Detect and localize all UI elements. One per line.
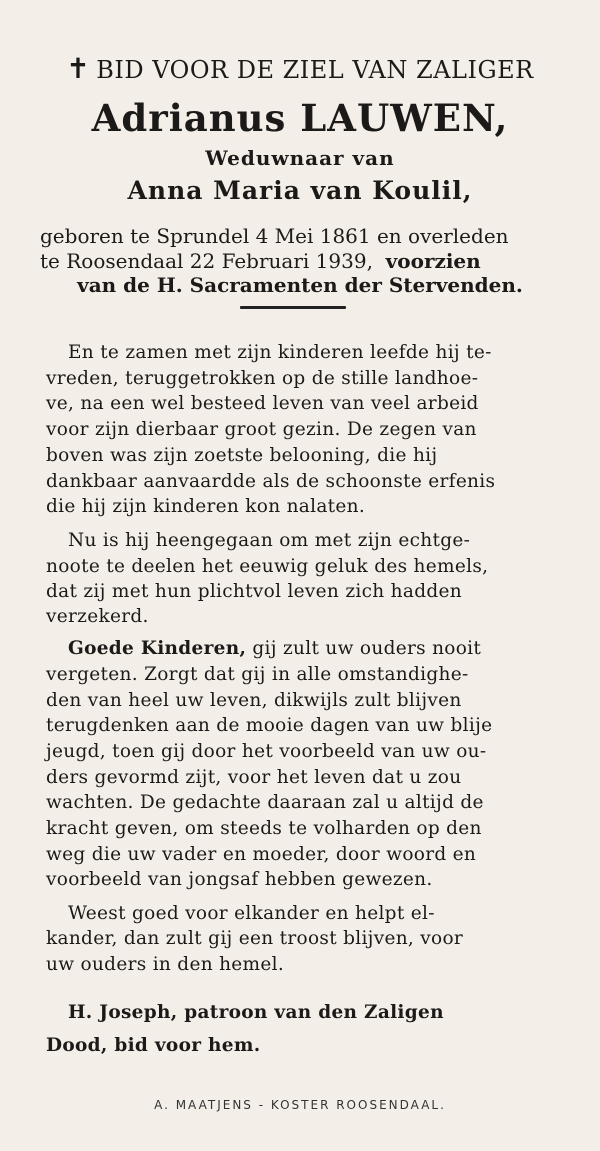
body-line: voor zijn dierbaar groot gezin. De zegen van [46,419,477,440]
body-line: ve, na een wel besteed leven van veel arbeid [46,393,479,414]
bio-line-1: geboren te Sprundel 4 Mei 1861 en overleden [40,224,509,248]
bio-voorzien: voorzien [385,249,481,273]
bio-line-2 [40,248,550,274]
relation-label: Weduwnaar van [205,146,395,170]
divider [240,306,346,309]
body-line: ders gevormd zijt, voor het leven dat u zou [46,767,462,788]
body-line: voorbeeld van jongsaf hebben gewezen. [46,869,433,890]
body-line: boven was zijn zoetste belooning, die hij [46,445,438,466]
goede-kinderen: Goede Kinderen, [68,638,247,659]
body-line: Nu is hij heengegaan om met zijn echtge- [68,530,471,551]
body-line: H. Joseph, patroon van den Zaligen [68,1002,444,1023]
prayer-heading [0,52,600,85]
body-line: kander, dan zult gij een troost blijven, voor [46,928,464,949]
bio-death: te Roosendaal 22 Februari 1939, [40,249,373,273]
bio-line-3: van de H. Sacramenten der Stervenden. [77,273,523,297]
body-line: uw ouders in den hemel. [46,954,285,975]
body-line: Weest goed voor elkander en helpt el- [68,903,435,924]
body-line: weg die uw vader en moeder, door woord en [46,844,477,865]
body-line: den van heel uw leven, dikwijls zult blijven [46,690,462,711]
spouse-name: Anna Maria van Koulil, [127,176,473,205]
body-line: noote te deelen het eeuwig geluk des hemels, [46,556,489,577]
p3-first-rest: gij zult uw ouders nooit [246,638,482,659]
cross-icon: ✝ [66,52,91,85]
deceased-name: Adrianus LAUWEN, [91,96,509,140]
body-line: Dood, bid voor hem. [46,1035,261,1056]
body-line: jeugd, toen gij door het voorbeeld van uw ou- [46,741,487,762]
body-line: verzekerd. [46,606,149,627]
prayer-heading-text: BID VOOR DE ZIEL VAN ZALIGER [96,56,534,84]
body-line: vreden, teruggetrokken op de stille landhoe- [46,368,479,389]
body-line: dankbaar aanvaardde als de schoonste erfenis [46,471,496,492]
body-line: terugdenken aan de mooie dagen van uw blije [46,715,493,736]
body-line: wachten. De gedachte daaraan zal u altijd de [46,792,484,813]
body-line: die hij zijn kinderen kon nalaten. [46,496,366,517]
body-line: En te zamen met zijn kinderen leefde hij te- [68,342,492,363]
printer-credit: A. MAATJENS - KOSTER ROOSENDAAL. [154,1098,446,1112]
body-line: dat zij met hun plichtvol leven zich hadden [46,581,462,602]
body-line: kracht geven, om steeds te volharden op den [46,818,482,839]
body-line [68,637,550,661]
body-line: vergeten. Zorgt dat gij in alle omstandighe- [46,664,469,685]
